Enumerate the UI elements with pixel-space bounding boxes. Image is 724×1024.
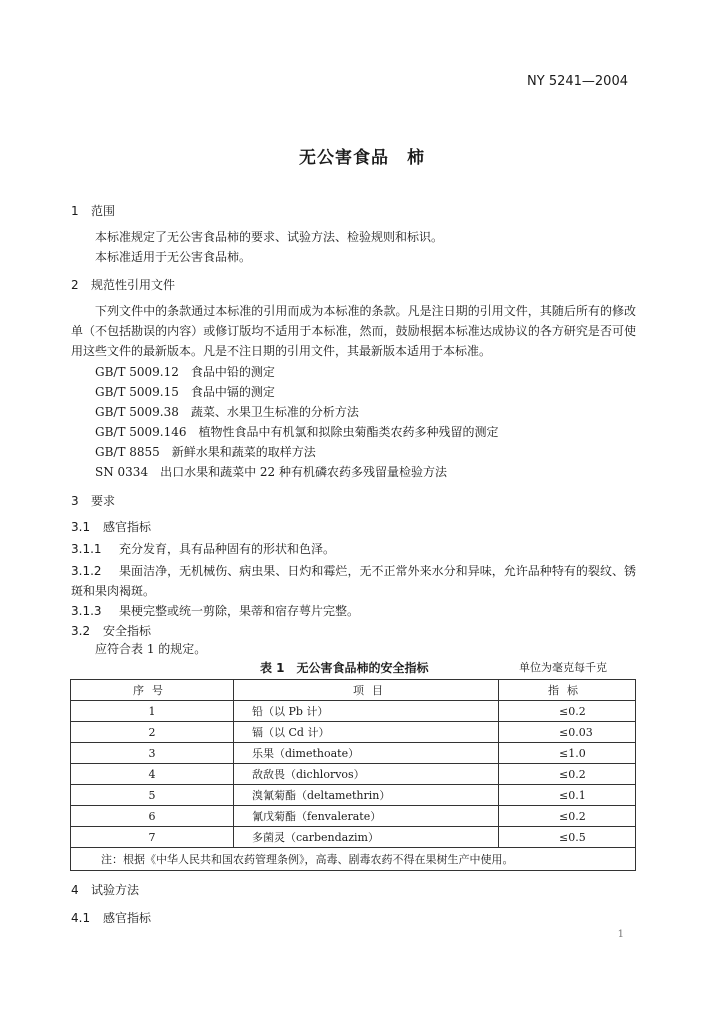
table-row (71, 827, 636, 848)
cell-limit: ≤0.2 (499, 701, 636, 722)
standard-number: NY 5241—2004 (527, 74, 628, 89)
table-row (71, 806, 636, 827)
table-header-row (71, 680, 636, 701)
cell-seq: 6 (71, 806, 234, 827)
clause-number: 3.1.1 (71, 542, 102, 556)
clause-text: 果面洁净，无机械伤、病虫果、日灼和霉烂，无不正常外来水分和异味，允许品种特有的裂纹、锈斑和果肉褐斑。 (71, 564, 636, 598)
cell-limit: ≤0.1 (499, 785, 636, 806)
references-intro: 下列文件中的条款通过本标准的引用而成为本标准的条款。凡是注日期的引用文件，其随后所有的修改单（不包括勘误的内容）或修订版均不适用于本标准，然而，鼓励根据本标准达成协议的各方研究是否可使用这些文件的最新版本。凡是不注日期的引用文件，其最新版本适用于本标准。 (71, 304, 636, 358)
cell-item: 铅（以 Pb 计） (234, 701, 499, 722)
subsection-title: 安全指标 (103, 624, 152, 638)
section-number: 1 (71, 204, 79, 218)
header-seq: 序号 (71, 680, 234, 701)
reference-item: GB/T 5009.146 植物性食品中有机氯和拟除虫菊酯类农药多种残留的测定 (95, 425, 499, 439)
cell-seq: 5 (71, 785, 234, 806)
clause-3-1-2 (71, 561, 636, 601)
scope-paragraph-1: 本标准规定了无公害食品柿的要求、试验方法、检验规则和标识。 (95, 230, 444, 244)
safety-index-table (70, 679, 636, 871)
cell-item: 氰戊菊酯（fenvalerate） (234, 806, 499, 827)
cell-item: 镉（以 Cd 计） (234, 722, 499, 743)
reference-item: SN 0334 出口水果和蔬菜中 22 种有机磷农药多残留量检验方法 (95, 465, 447, 479)
clause-3-1-1 (71, 540, 335, 557)
safety-index-text: 应符合表 1 的规定。 (95, 642, 207, 656)
section-title: 规范性引用文件 (91, 278, 176, 292)
table-row (71, 743, 636, 764)
cell-seq: 4 (71, 764, 234, 785)
section-4-heading (71, 881, 139, 898)
table-note: 注：根据《中华人民共和国农药管理条例》，高毒、剧毒农药不得在果树生产中使用。 (71, 848, 636, 871)
cell-seq: 2 (71, 722, 234, 743)
page-number: 1 (617, 929, 624, 940)
cell-item: 多菌灵（carbendazim） (234, 827, 499, 848)
cell-seq: 3 (71, 743, 234, 764)
table-row (71, 785, 636, 806)
cell-limit: ≤0.03 (499, 722, 636, 743)
cell-limit: ≤0.2 (499, 806, 636, 827)
section-1-heading (71, 202, 115, 219)
cell-item: 乐果（dimethoate） (234, 743, 499, 764)
table-unit: 单位为毫克每千克 (519, 661, 607, 674)
subsection-4-1-heading (71, 909, 151, 926)
clause-number: 3.1.2 (71, 564, 102, 578)
table-row (71, 764, 636, 785)
section-3-heading (71, 492, 115, 509)
clause-3-1-3 (71, 602, 359, 619)
subsection-3-1-heading (71, 518, 151, 535)
cell-seq: 1 (71, 701, 234, 722)
scope-paragraph-2: 本标准适用于无公害食品柿。 (95, 250, 252, 264)
section-number: 4 (71, 883, 79, 897)
subsection-number: 4.1 (71, 911, 91, 925)
cell-item: 敌敌畏（dichlorvos） (234, 764, 499, 785)
header-item: 项目 (234, 680, 499, 701)
page-title: 无公害食品 柿 (299, 148, 425, 168)
reference-item: GB/T 5009.38 蔬菜、水果卫生标准的分析方法 (95, 405, 359, 419)
reference-item: GB/T 5009.12 食品中铅的测定 (95, 365, 275, 379)
table-note-row (71, 848, 636, 871)
section-2-heading (71, 276, 175, 293)
section-title: 范围 (91, 204, 116, 218)
clause-text: 果梗完整或统一剪除，果蒂和宿存萼片完整。 (119, 604, 360, 618)
reference-item: GB/T 8855 新鲜水果和蔬菜的取样方法 (95, 445, 316, 459)
table-row (71, 722, 636, 743)
section-title: 要求 (91, 494, 116, 508)
clause-number: 3.1.3 (71, 604, 102, 618)
cell-limit: ≤1.0 (499, 743, 636, 764)
cell-limit: ≤0.5 (499, 827, 636, 848)
cell-seq: 7 (71, 827, 234, 848)
table-caption: 表 1 无公害食品柿的安全指标 (260, 661, 429, 675)
subsection-title: 感官指标 (103, 520, 152, 534)
cell-item: 溴氰菊酯（deltamethrin） (234, 785, 499, 806)
reference-item: GB/T 5009.15 食品中镉的测定 (95, 385, 275, 399)
subsection-number: 3.1 (71, 520, 91, 534)
section-number: 2 (71, 278, 79, 292)
header-limit: 指标 (499, 680, 636, 701)
subsection-title: 感官指标 (103, 911, 152, 925)
subsection-number: 3.2 (71, 624, 91, 638)
section-title: 试验方法 (91, 883, 140, 897)
clause-text: 充分发育，具有品种固有的形状和色泽。 (119, 542, 336, 556)
cell-limit: ≤0.2 (499, 764, 636, 785)
subsection-3-2-heading (71, 622, 151, 639)
section-number: 3 (71, 494, 79, 508)
table-row (71, 701, 636, 722)
